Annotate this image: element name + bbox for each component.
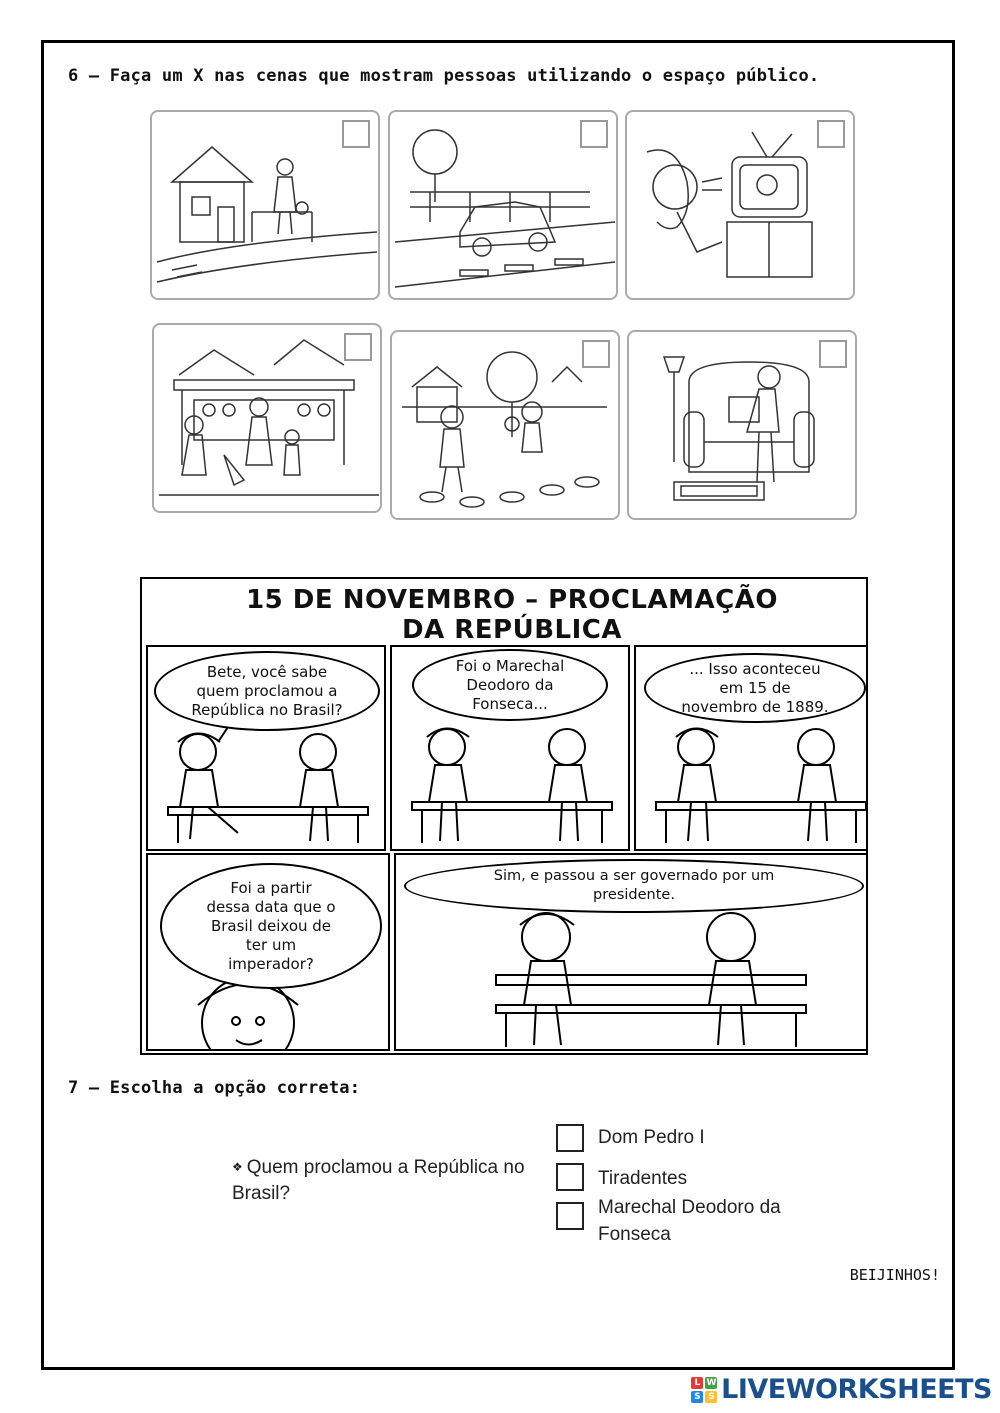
- option-checkbox[interactable]: [556, 1124, 584, 1152]
- bubble-4-line-3: Brasil deixou de: [210, 916, 332, 935]
- logo-tile: S: [705, 1391, 717, 1403]
- scene-checkbox[interactable]: [342, 120, 370, 148]
- bubble-5-line-1: Sim, e passou a ser governado por um: [493, 868, 775, 884]
- comic-title-line-1: 15 DE NOVEMBRO – PROCLAMAÇÃO: [246, 585, 778, 615]
- option-checkbox[interactable]: [556, 1202, 584, 1230]
- speech-bubble-1: [154, 651, 380, 731]
- question-7-title: 7 – Escolha a opção correta:: [68, 1078, 361, 1098]
- option-label: Tiradentes: [598, 1168, 688, 1189]
- question-7-prompt: [232, 1154, 552, 1207]
- bubble-4-line-1: Foi a partir: [230, 878, 312, 897]
- logo-tile: W: [706, 1377, 716, 1388]
- logo-grid-icon: [691, 1377, 717, 1403]
- option-tiradentes[interactable]: [556, 1163, 687, 1192]
- option-checkbox[interactable]: [556, 1163, 584, 1191]
- bubble-1-line-2: quem proclamou a: [196, 681, 338, 700]
- bubble-3-line-1: ... Isso aconteceu: [689, 659, 821, 678]
- bubble-5-line-2: presidente.: [593, 887, 675, 903]
- liveworksheets-logo: [691, 1374, 992, 1405]
- bubble-4-line-2: dessa data que o: [206, 897, 336, 916]
- comic-title-line-2: DA REPÚBLICA: [402, 615, 622, 645]
- bubble-3-line-3: novembro de 1889.: [681, 697, 829, 716]
- comic-panel-1: [146, 645, 386, 851]
- question-6-title: 6 – Faça um X nas cenas que mostram pessoas utilizando o espaço público.: [68, 66, 820, 86]
- speech-bubble-5: [404, 859, 864, 913]
- scene-boy-tv: [625, 110, 855, 300]
- question-7-prompt-text: Quem proclamou a República no Brasil?: [232, 1157, 525, 1204]
- bubble-1-line-3: República no Brasil?: [191, 700, 343, 719]
- scene-checkbox[interactable]: [580, 120, 608, 148]
- scene-children-park: [390, 330, 620, 520]
- comic-title: [142, 585, 868, 645]
- comic-panel-4: [146, 853, 390, 1051]
- comic-strip: [140, 577, 868, 1055]
- option-dom-pedro[interactable]: [556, 1124, 705, 1152]
- option-marechal-deodoro[interactable]: [556, 1194, 788, 1248]
- scene-car-street: [388, 110, 618, 300]
- scene-street-market: [152, 323, 382, 513]
- speech-bubble-2: [412, 649, 608, 721]
- bubble-2-line-1: Foi o Marechal: [455, 656, 565, 675]
- comic-panel-2: [390, 645, 630, 851]
- logo-tile: L: [691, 1377, 703, 1389]
- bubble-2-line-2: Deodoro da: [466, 675, 554, 694]
- speech-bubble-3: [644, 653, 866, 723]
- bubble-1-line-1: Bete, você sabe: [206, 662, 328, 681]
- scene-checkbox[interactable]: [817, 120, 845, 148]
- bullet-icon: ❖: [232, 1160, 243, 1174]
- comic-panel-3: [634, 645, 868, 851]
- scene-woman-reading: [627, 330, 857, 520]
- bubble-4-line-5: imperador?: [228, 954, 314, 973]
- scene-checkbox[interactable]: [582, 340, 610, 368]
- scene-house-woman: [150, 110, 380, 300]
- speech-bubble-4: [160, 863, 382, 989]
- bubble-4-line-4: ter um: [245, 935, 297, 954]
- option-label: Marechal Deodoro da Fonseca: [598, 1197, 781, 1245]
- logo-tile: S: [691, 1391, 703, 1403]
- bubble-2-line-3: Fonseca...: [472, 694, 548, 713]
- scene-checkbox[interactable]: [819, 340, 847, 368]
- scene-checkbox[interactable]: [344, 333, 372, 361]
- comic-panel-5: [394, 853, 868, 1051]
- option-label: Dom Pedro I: [598, 1127, 705, 1148]
- brand-name: LIVEWORKSHEETS: [721, 1374, 992, 1405]
- signoff-text: BEIJINHOS!: [849, 1266, 940, 1284]
- bubble-3-line-2: em 15 de: [719, 678, 791, 697]
